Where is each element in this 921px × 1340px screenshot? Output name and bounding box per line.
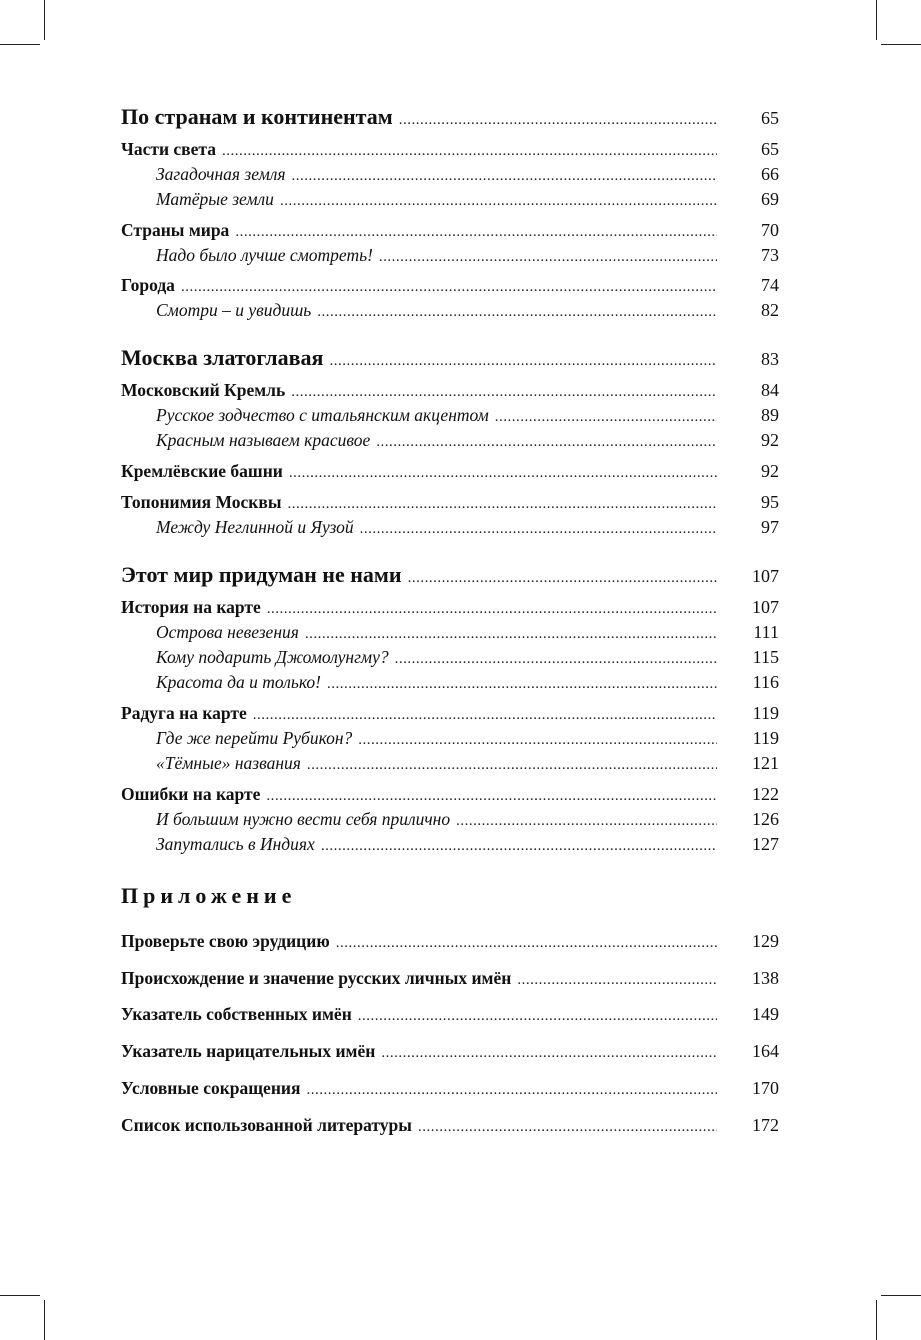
appendix-item-title: Происхождение и значение русских личных имён — [121, 968, 512, 988]
dot-leader — [418, 1119, 717, 1136]
chapter-title: Города — [121, 275, 175, 295]
toc-subsection — [121, 647, 779, 668]
page-number: 111 — [753, 622, 779, 642]
chapter-title: Московский Кремль — [121, 380, 286, 400]
toc-chapter — [121, 703, 779, 724]
dot-leader — [321, 838, 717, 855]
dot-leader — [360, 521, 717, 538]
subsection-title: Кому подарить Джомолунгму? — [156, 647, 389, 667]
dot-leader — [222, 143, 717, 160]
page-number: 95 — [761, 492, 779, 512]
subsection-title: Между Неглинной и Яузой — [156, 517, 354, 537]
page-number: 164 — [752, 1041, 779, 1061]
toc-subsection — [121, 728, 779, 749]
subsection-title: Красота да и только! — [156, 672, 321, 692]
toc-chapter — [121, 461, 779, 482]
page-number: 170 — [752, 1078, 779, 1098]
dot-leader — [307, 757, 717, 774]
page-number: 138 — [752, 968, 779, 988]
subsection-title: Острова невезения — [156, 622, 299, 642]
dot-leader — [317, 304, 717, 321]
toc-chapter — [121, 220, 779, 241]
page-number: 70 — [761, 220, 779, 240]
section-title: Этот мир придуман не нами — [121, 562, 402, 587]
page-number: 82 — [761, 300, 779, 320]
crop-mark — [0, 44, 40, 45]
dot-leader — [495, 409, 717, 426]
chapter-title: Радуга на карте — [121, 703, 247, 723]
page-number: 92 — [761, 461, 779, 481]
toc-subsection — [121, 300, 779, 321]
page-number: 172 — [752, 1115, 779, 1135]
dot-leader — [266, 788, 717, 805]
appendix-item-title: Указатель нарицательных имён — [121, 1041, 376, 1061]
toc-section-heading — [121, 104, 779, 130]
section-title: Москва златоглавая — [121, 345, 324, 370]
page-number: 69 — [761, 189, 779, 209]
crop-mark — [44, 1300, 45, 1340]
dot-leader — [395, 651, 717, 668]
page-number: 126 — [752, 809, 779, 829]
chapter-title: Кремлёвские башни — [121, 461, 283, 481]
toc-chapter — [121, 380, 779, 401]
page-number: 119 — [752, 703, 779, 723]
dot-leader — [291, 384, 717, 401]
dot-leader — [399, 112, 717, 129]
crop-mark — [44, 0, 45, 40]
crop-mark — [881, 44, 921, 45]
page-number: 97 — [761, 517, 779, 537]
dot-leader — [280, 193, 717, 210]
subsection-title: И большим нужно вести себя прилично — [156, 809, 451, 829]
dot-leader — [358, 1008, 717, 1025]
page-number: 127 — [752, 834, 779, 854]
page-number: 74 — [761, 275, 779, 295]
toc-subsection — [121, 430, 779, 451]
page-number: 89 — [761, 405, 779, 425]
dot-leader — [287, 496, 717, 513]
page-number: 65 — [761, 108, 779, 128]
toc-chapter — [121, 784, 779, 805]
page-number: 92 — [761, 430, 779, 450]
toc-chapter — [121, 492, 779, 513]
page-number: 116 — [752, 672, 779, 692]
dot-leader — [327, 676, 717, 693]
page-number: 83 — [761, 349, 779, 369]
toc-subsection — [121, 405, 779, 426]
subsection-title: Загадочная земля — [156, 164, 286, 184]
dot-leader — [267, 601, 717, 618]
toc-appendix-item — [121, 1115, 779, 1136]
appendix-item-title: Проверьте свою эрудицию — [121, 931, 330, 951]
toc-chapter — [121, 139, 779, 160]
toc-subsection — [121, 245, 779, 266]
dot-leader — [379, 249, 717, 266]
toc-section-heading — [121, 562, 779, 588]
dot-leader — [306, 1082, 717, 1099]
subsection-title: Смотри – и увидишь — [156, 300, 312, 320]
chapter-title: История на карте — [121, 597, 261, 617]
dot-leader — [381, 1045, 717, 1062]
subsection-title: Запутались в Индиях — [156, 834, 315, 854]
chapter-title: Страны мира — [121, 220, 230, 240]
page-number: 121 — [752, 753, 779, 773]
dot-leader — [181, 279, 717, 296]
dot-leader — [305, 626, 717, 643]
subsection-title: Где же перейти Рубикон? — [156, 728, 353, 748]
crop-mark — [881, 1295, 921, 1296]
toc-appendix-item — [121, 1004, 779, 1025]
toc-appendix-item — [121, 1078, 779, 1099]
chapter-title: Топонимия Москвы — [121, 492, 282, 512]
toc-subsection — [121, 834, 779, 855]
page-number: 65 — [761, 139, 779, 159]
page-number: 66 — [761, 164, 779, 184]
toc-subsection — [121, 753, 779, 774]
page-number: 84 — [761, 380, 779, 400]
dot-leader — [517, 972, 717, 989]
toc-chapter — [121, 597, 779, 618]
crop-mark — [876, 1300, 877, 1340]
dot-leader — [358, 732, 717, 749]
page-number: 119 — [752, 728, 779, 748]
section-title: По странам и континентам — [121, 104, 393, 129]
page-number: 115 — [752, 647, 779, 667]
dot-leader — [235, 224, 717, 241]
page-number: 149 — [752, 1004, 779, 1024]
dot-leader — [336, 935, 717, 952]
appendix-heading: Приложение — [121, 883, 297, 908]
dot-leader — [408, 570, 717, 587]
dot-leader — [292, 168, 717, 185]
toc-subsection — [121, 809, 779, 830]
subsection-title: Русское зодчество с итальянским акцентом — [156, 405, 489, 425]
dot-leader — [376, 434, 717, 451]
toc-section-heading — [121, 345, 779, 371]
subsection-title: Надо было лучше смотреть! — [156, 245, 373, 265]
toc-subsection — [121, 622, 779, 643]
subsection-title: Матёрые земли — [156, 189, 274, 209]
toc-chapter — [121, 275, 779, 296]
dot-leader — [456, 813, 717, 830]
dot-leader — [329, 353, 717, 370]
chapter-title: Части света — [121, 139, 216, 159]
subsection-title: Красным называем красивое — [156, 430, 371, 450]
page-number: 122 — [752, 784, 779, 804]
page-number: 129 — [752, 931, 779, 951]
page-number: 107 — [752, 597, 779, 617]
toc-appendix-item — [121, 968, 779, 989]
toc-subsection — [121, 164, 779, 185]
dot-leader — [289, 465, 717, 482]
toc-appendix-item — [121, 1041, 779, 1062]
appendix-item-title: Список использованной литературы — [121, 1115, 412, 1135]
crop-mark — [0, 1295, 40, 1296]
toc-subsection — [121, 672, 779, 693]
toc-subsection — [121, 189, 779, 210]
chapter-title: Ошибки на карте — [121, 784, 261, 804]
appendix-item-title: Указатель собственных имён — [121, 1004, 352, 1024]
appendix-item-title: Условные сокращения — [121, 1078, 301, 1098]
dot-leader — [253, 707, 717, 724]
subsection-title: «Тёмные» названия — [156, 753, 301, 773]
toc-appendix-item — [121, 931, 779, 952]
toc-subsection — [121, 517, 779, 538]
page-number: 107 — [752, 566, 779, 586]
crop-mark — [876, 0, 877, 40]
page-number: 73 — [761, 245, 779, 265]
